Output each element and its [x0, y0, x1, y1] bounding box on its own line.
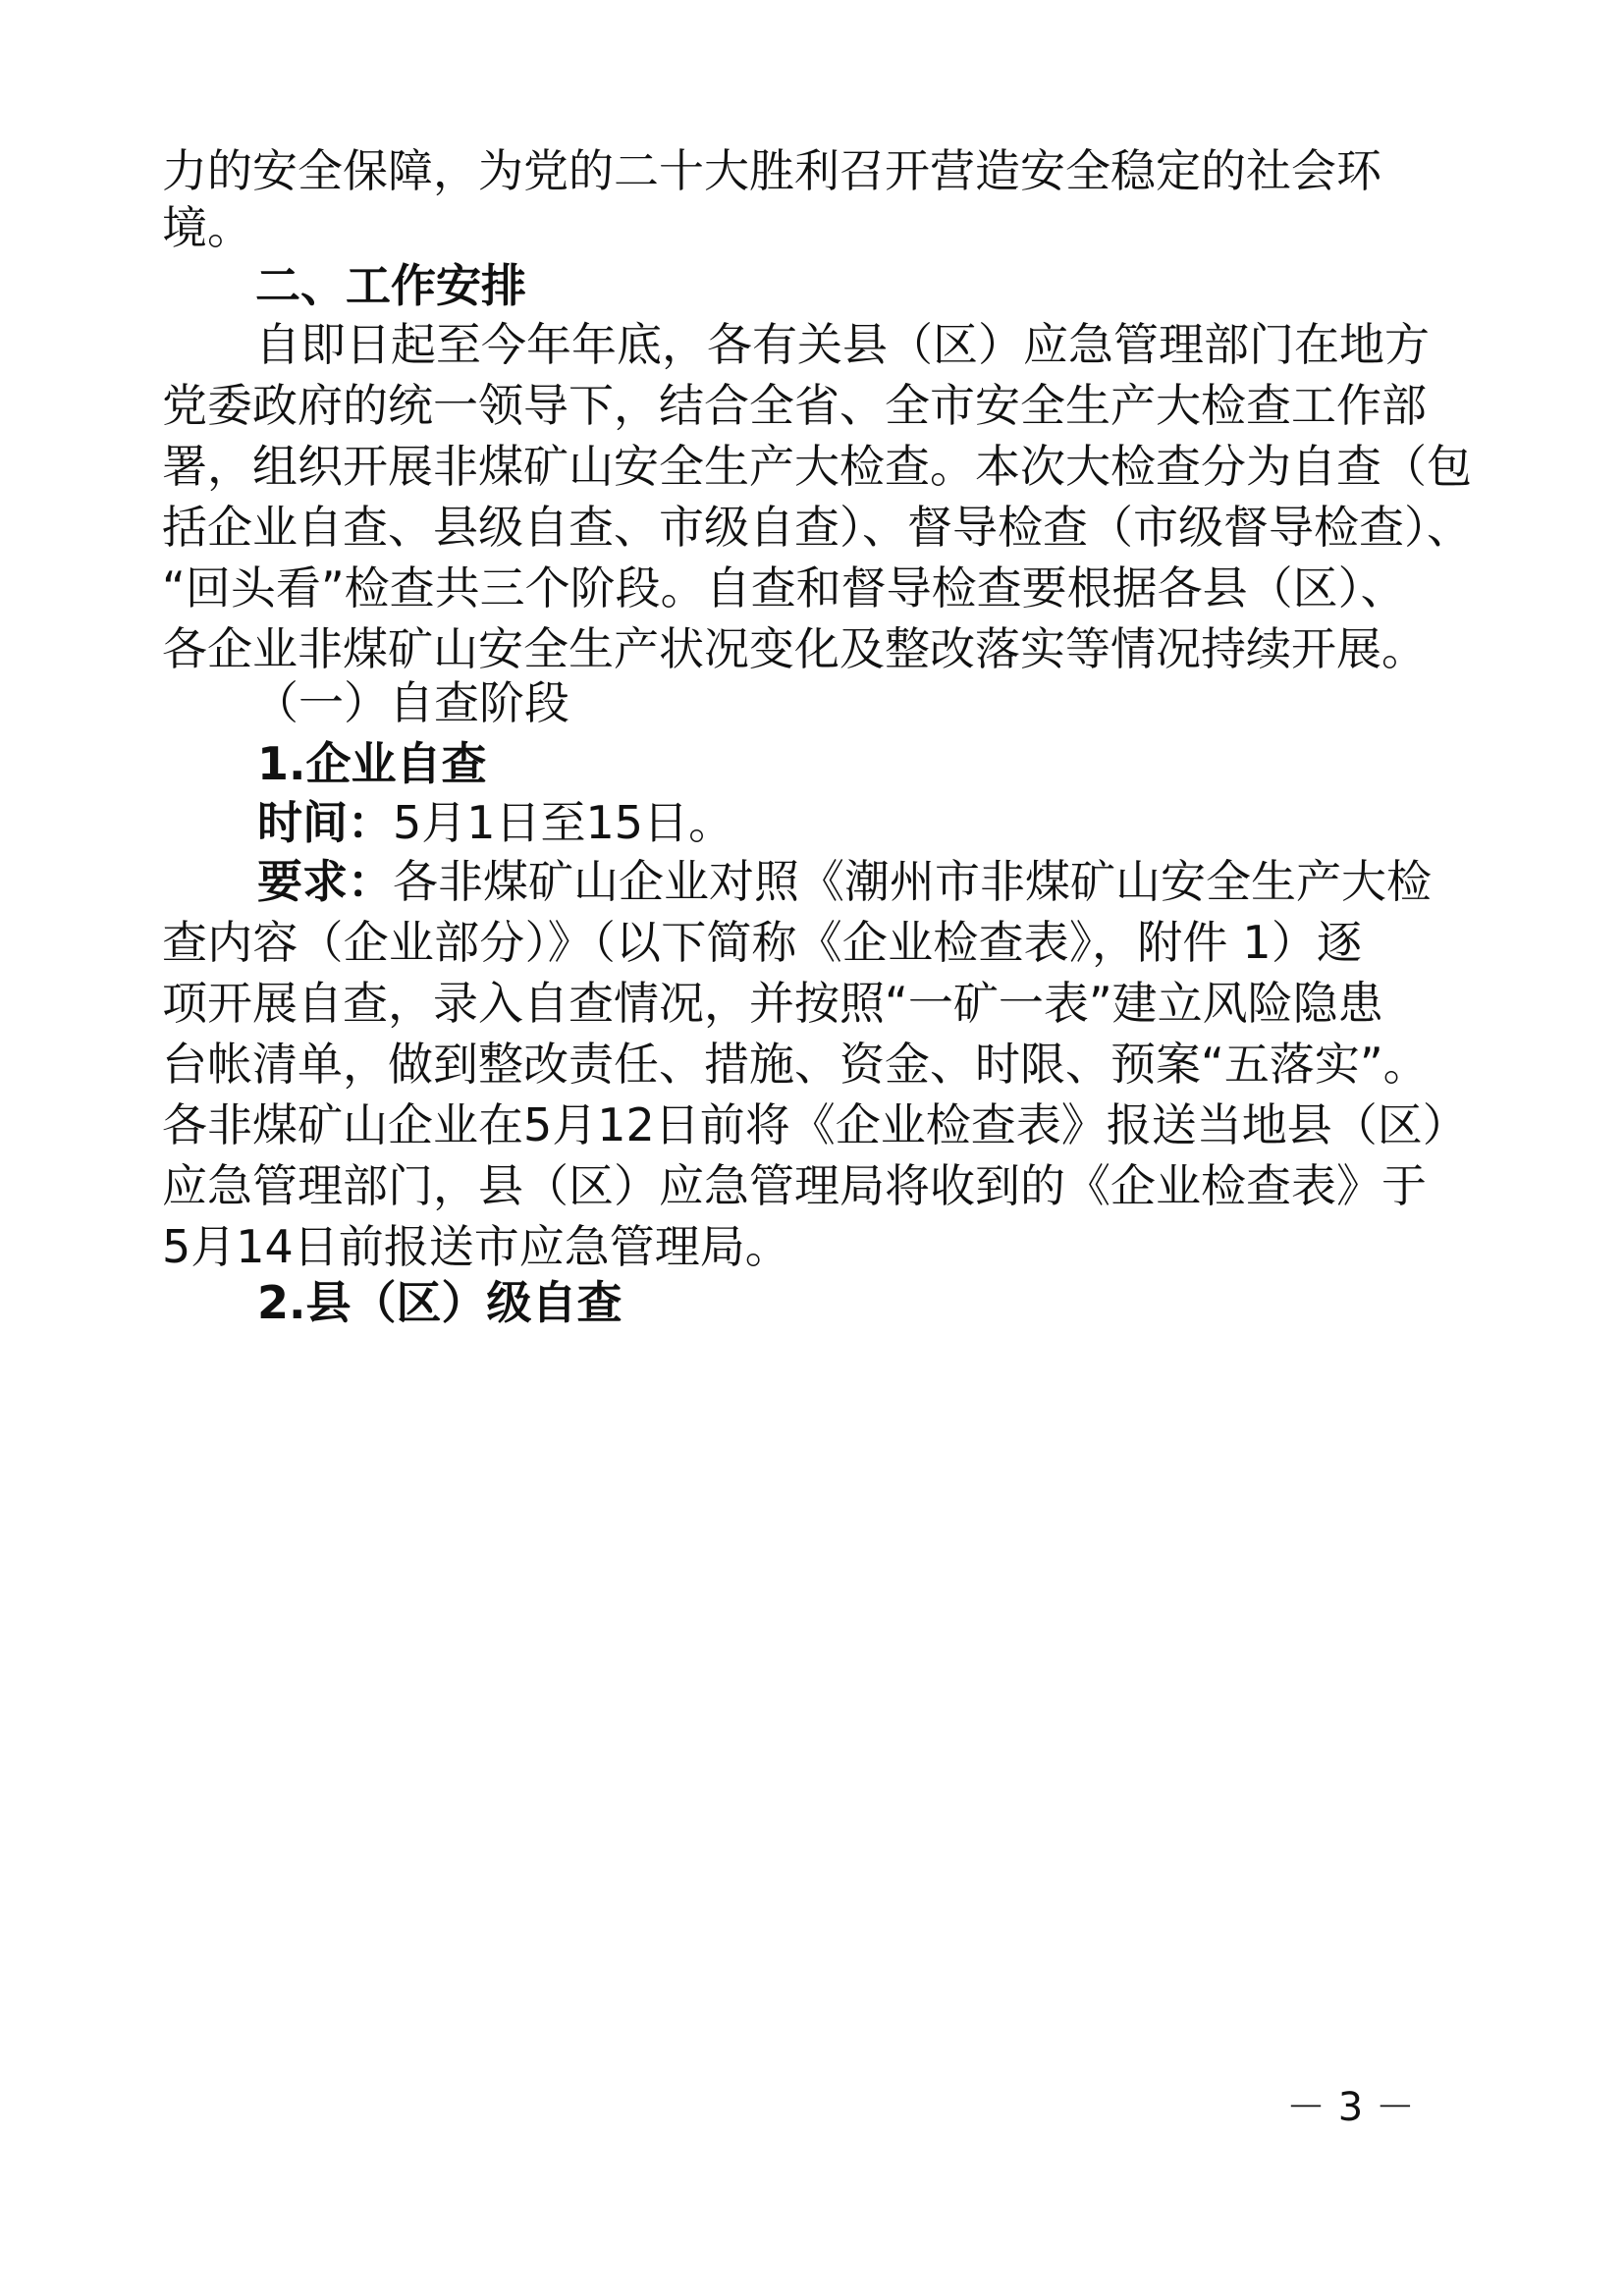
paragraph-continuation-line-1: 力的安全保障，为党的二十大胜利召开营造安全稳定的社会环: [162, 144, 1381, 197]
time-text: 5月1日至15日。: [393, 796, 734, 849]
paragraph-work-arrangement-line-6: 各企业非煤矿山安全生产状况变化及整改落实等情况持续开展。: [162, 622, 1427, 675]
page-number: － 3 －: [1286, 2085, 1415, 2130]
paragraph-work-arrangement-line-3: 署，组织开展非煤矿山安全生产大检查。本次大检查分为自查（包: [162, 440, 1472, 493]
item-requirements-line-2: 查内容（企业部分）》（以下简称《企业检查表》，附件 1）逐: [162, 916, 1362, 969]
requirements-line-1-text: 各非煤矿山企业对照《潮州市非煤矿山安全生产大检: [393, 855, 1432, 908]
item-requirements-line-7: 5月14日前报送市应急管理局。: [162, 1220, 790, 1273]
item-requirements-line-1: [257, 854, 1432, 909]
item-heading-enterprise-self-check: 1.企业自查: [257, 737, 487, 790]
requirements-line-1-content: [257, 854, 1432, 909]
subsection-heading-self-check: （一）自查阶段: [253, 676, 569, 729]
paragraph-continuation-line-2: 境。: [162, 201, 252, 254]
paragraph-work-arrangement-line-1: 自即日起至今年年底，各有关县（区）应急管理部门在地方: [255, 318, 1430, 371]
item-requirements-line-3: 项开展自查，录入自查情况，并按照“一矿一表”建立风险隐患: [162, 977, 1383, 1030]
item-time-line: [257, 795, 733, 850]
item-requirements-line-6: 应急管理部门，县（区）应急管理局将收到的《企业检查表》于: [162, 1159, 1427, 1212]
requirements-label: 要求：: [257, 855, 393, 908]
paragraph-work-arrangement-line-2: 党委政府的统一领导下，结合全省、全市安全生产大检查工作部: [162, 379, 1427, 432]
paragraph-work-arrangement-line-5: “回头看”检查共三个阶段。自查和督导检查要根据各县（区）、: [162, 561, 1406, 614]
item-requirements-line-4: 台帐清单，做到整改责任、措施、资金、时限、预案“五落实”。: [162, 1038, 1429, 1091]
paragraph-work-arrangement-line-4: 括企业自查、县级自查、市级自查）、督导检查（市级督导检查）、: [162, 501, 1472, 554]
item-requirements-line-5: 各非煤矿山企业在5月12日前将《企业检查表》报送当地县（区）: [162, 1098, 1468, 1151]
section-heading-work-arrangement: 二、工作安排: [255, 259, 526, 312]
time-label: 时间：: [257, 796, 393, 849]
item-heading-county-self-check: 2.县（区）级自查: [257, 1276, 623, 1329]
